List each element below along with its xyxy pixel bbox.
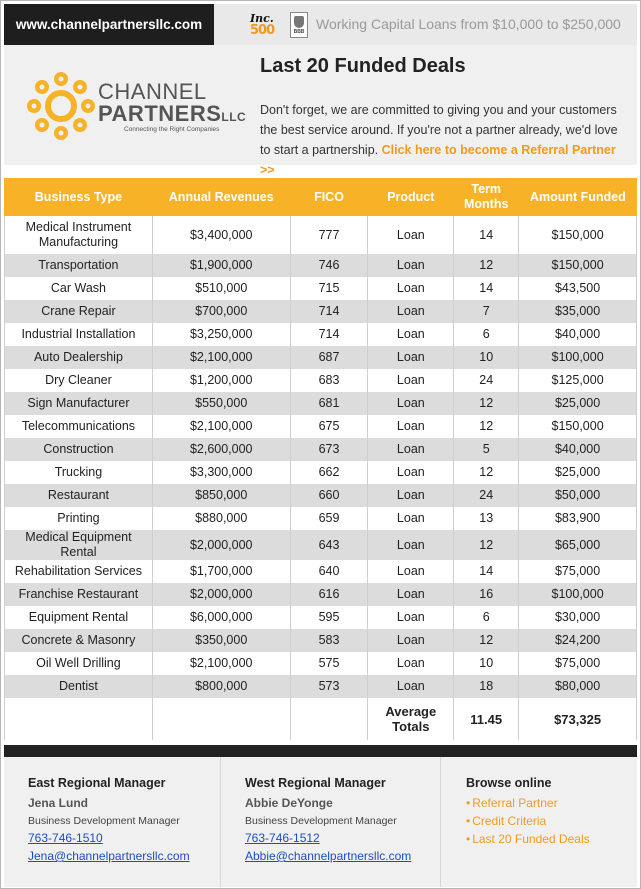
business-type-cell: Car Wash xyxy=(5,277,153,300)
channel-partners-logo xyxy=(26,71,247,141)
east-manager-role: Business Development Manager xyxy=(28,815,180,827)
term-cell: 14 xyxy=(454,560,519,583)
product-cell: Loan xyxy=(368,369,454,392)
term-cell: 10 xyxy=(454,652,519,675)
term-cell: 18 xyxy=(454,675,519,698)
business-type-cell: Dentist xyxy=(5,675,153,698)
term-cell: 24 xyxy=(454,369,519,392)
logo-word-partners xyxy=(98,101,246,127)
table-row xyxy=(5,629,637,652)
fico-cell: 662 xyxy=(290,461,368,484)
amount-funded-cell: $150,000 xyxy=(519,415,637,438)
browse-link-label: Referral Partner xyxy=(472,796,558,810)
annual-revenue-cell: $6,000,000 xyxy=(152,606,290,629)
term-cell: 12 xyxy=(454,415,519,438)
term-cell: 10 xyxy=(454,346,519,369)
deal-rows xyxy=(5,216,637,698)
amount-funded-cell: $35,000 xyxy=(519,300,637,323)
term-cell: 5 xyxy=(454,438,519,461)
annual-revenue-cell: $550,000 xyxy=(152,392,290,415)
bbb-logo-text: BBB xyxy=(293,28,305,35)
fico-cell: 643 xyxy=(290,530,368,560)
amount-funded-cell: $150,000 xyxy=(519,254,637,277)
product-cell: Loan xyxy=(368,323,454,346)
amount-funded-cell: $50,000 xyxy=(519,484,637,507)
term-cell: 12 xyxy=(454,392,519,415)
table-row xyxy=(5,254,637,277)
product-cell: Loan xyxy=(368,530,454,560)
table-row xyxy=(5,392,637,415)
amount-funded-cell: $24,200 xyxy=(519,629,637,652)
annual-revenue-cell: $3,300,000 xyxy=(152,461,290,484)
header-business-type: Business Type xyxy=(5,178,153,216)
table-row xyxy=(5,560,637,583)
fico-cell: 675 xyxy=(290,415,368,438)
annual-revenue-cell: $2,100,000 xyxy=(152,652,290,675)
annual-revenue-cell: $2,000,000 xyxy=(152,530,290,560)
amount-funded-cell: $40,000 xyxy=(519,438,637,461)
product-cell: Loan xyxy=(368,606,454,629)
annual-revenue-cell: $1,200,000 xyxy=(152,369,290,392)
east-manager-name: Jena Lund xyxy=(28,796,89,810)
fico-cell: 595 xyxy=(290,606,368,629)
totals-row xyxy=(5,698,637,740)
business-type-cell: Dry Cleaner xyxy=(5,369,153,392)
amount-funded-cell: $40,000 xyxy=(519,323,637,346)
west-manager-phone-link[interactable]: 763-746-1512 xyxy=(245,831,320,845)
fico-cell: 714 xyxy=(290,300,368,323)
amount-funded-cell: $75,000 xyxy=(519,652,637,675)
amount-funded-cell: $65,000 xyxy=(519,530,637,560)
logo-word-partners-text: PARTNERS xyxy=(98,101,222,126)
table-row xyxy=(5,484,637,507)
loan-range-tagline: Working Capital Loans from $10,000 to $250,000 xyxy=(316,16,621,32)
east-manager-phone-link[interactable]: 763-746-1510 xyxy=(28,831,103,845)
amount-funded-cell: $30,000 xyxy=(519,606,637,629)
business-type-cell: Medical Equipment Rental xyxy=(5,530,153,560)
west-manager-role: Business Development Manager xyxy=(245,815,397,827)
bullet-icon: • xyxy=(466,832,471,846)
west-manager-heading: West Regional Manager xyxy=(245,776,386,790)
annual-revenue-cell: $2,100,000 xyxy=(152,346,290,369)
annual-revenue-cell: $2,100,000 xyxy=(152,415,290,438)
page-title: Last 20 Funded Deals xyxy=(260,55,466,77)
term-cell: 12 xyxy=(454,629,519,652)
totals-label: Average Totals xyxy=(368,698,454,740)
term-cell: 6 xyxy=(454,323,519,346)
inc500-logo-word: Inc. xyxy=(250,12,274,25)
annual-revenue-cell: $2,000,000 xyxy=(152,583,290,606)
fico-cell: 583 xyxy=(290,629,368,652)
business-type-cell: Franchise Restaurant xyxy=(5,583,153,606)
top-bar xyxy=(4,4,637,45)
table-row xyxy=(5,369,637,392)
bbb-torch-icon xyxy=(294,16,304,28)
amount-funded-cell: $83,900 xyxy=(519,507,637,530)
east-manager-email-link[interactable]: Jena@channelpartnersllc.com xyxy=(28,849,190,863)
amount-funded-cell: $75,000 xyxy=(519,560,637,583)
table-row xyxy=(5,438,637,461)
business-type-cell: Construction xyxy=(5,438,153,461)
intro-paragraph xyxy=(260,100,630,180)
annual-revenue-cell: $700,000 xyxy=(152,300,290,323)
business-type-cell: Trucking xyxy=(5,461,153,484)
bullet-icon: • xyxy=(466,814,471,828)
business-type-cell: Restaurant xyxy=(5,484,153,507)
annual-revenue-cell: $1,900,000 xyxy=(152,254,290,277)
browse-link-referral-partner[interactable] xyxy=(466,796,637,810)
west-manager-email-link[interactable]: Abbie@channelpartnersllc.com xyxy=(245,849,412,863)
product-cell: Loan xyxy=(368,216,454,254)
product-cell: Loan xyxy=(368,254,454,277)
annual-revenue-cell: $880,000 xyxy=(152,507,290,530)
business-type-cell: Rehabilitation Services xyxy=(5,560,153,583)
product-cell: Loan xyxy=(368,484,454,507)
inc500-logo-number: 500 xyxy=(250,23,275,38)
amount-funded-cell: $125,000 xyxy=(519,369,637,392)
totals-empty-cell xyxy=(290,698,368,740)
fico-cell: 640 xyxy=(290,560,368,583)
annual-revenue-cell: $3,250,000 xyxy=(152,323,290,346)
fico-cell: 777 xyxy=(290,216,368,254)
fico-cell: 746 xyxy=(290,254,368,277)
east-manager-contact xyxy=(4,757,221,887)
annual-revenue-cell: $350,000 xyxy=(152,629,290,652)
west-manager-contact xyxy=(221,757,441,887)
product-cell: Loan xyxy=(368,461,454,484)
table-row xyxy=(5,583,637,606)
product-cell: Loan xyxy=(368,415,454,438)
fico-cell: 673 xyxy=(290,438,368,461)
table-row xyxy=(5,675,637,698)
term-cell: 13 xyxy=(454,507,519,530)
table-row xyxy=(5,415,637,438)
header-fico: FICO xyxy=(290,178,368,216)
product-cell: Loan xyxy=(368,277,454,300)
term-cell: 24 xyxy=(454,484,519,507)
term-cell: 12 xyxy=(454,530,519,560)
gear-cluster-icon xyxy=(26,71,96,141)
browse-link-funded-deals[interactable] xyxy=(466,832,637,846)
table-row xyxy=(5,530,637,560)
business-type-cell: Telecommunications xyxy=(5,415,153,438)
fico-cell: 715 xyxy=(290,277,368,300)
logo-slogan: Connecting the Right Companies xyxy=(124,126,220,133)
amount-funded-cell: $43,500 xyxy=(519,277,637,300)
table-row xyxy=(5,652,637,675)
term-cell: 12 xyxy=(454,461,519,484)
business-type-cell: Auto Dealership xyxy=(5,346,153,369)
term-cell: 12 xyxy=(454,254,519,277)
west-manager-name: Abbie DeYonge xyxy=(245,796,333,810)
totals-amount: $73,325 xyxy=(519,698,637,740)
table-row xyxy=(5,300,637,323)
business-type-cell: Crane Repair xyxy=(5,300,153,323)
amount-funded-cell: $100,000 xyxy=(519,583,637,606)
header xyxy=(4,45,637,177)
table-row xyxy=(5,277,637,300)
header-product: Product xyxy=(368,178,454,216)
term-cell: 7 xyxy=(454,300,519,323)
fico-cell: 714 xyxy=(290,323,368,346)
product-cell: Loan xyxy=(368,346,454,369)
amount-funded-cell: $100,000 xyxy=(519,346,637,369)
header-term-months: Term Months xyxy=(454,178,519,216)
product-cell: Loan xyxy=(368,629,454,652)
fico-cell: 659 xyxy=(290,507,368,530)
term-cell: 14 xyxy=(454,216,519,254)
browse-link-label: Credit Criteria xyxy=(472,814,547,828)
logo-llc: LLC xyxy=(221,110,247,124)
annual-revenue-cell: $2,600,000 xyxy=(152,438,290,461)
funded-deals-table xyxy=(4,178,637,740)
product-cell: Loan xyxy=(368,438,454,461)
term-cell: 14 xyxy=(454,277,519,300)
product-cell: Loan xyxy=(368,675,454,698)
business-type-cell: Equipment Rental xyxy=(5,606,153,629)
browse-link-credit-criteria[interactable] xyxy=(466,814,637,828)
table-row xyxy=(5,323,637,346)
product-cell: Loan xyxy=(368,507,454,530)
totals-empty-cell xyxy=(152,698,290,740)
browse-online-links xyxy=(441,757,637,887)
fico-cell: 575 xyxy=(290,652,368,675)
annual-revenue-cell: $510,000 xyxy=(152,277,290,300)
bbb-logo xyxy=(290,12,308,38)
header-amount-funded: Amount Funded xyxy=(519,178,637,216)
product-cell: Loan xyxy=(368,560,454,583)
product-cell: Loan xyxy=(368,392,454,415)
table-header-row xyxy=(5,178,637,216)
product-cell: Loan xyxy=(368,300,454,323)
business-type-cell: Concrete & Masonry xyxy=(5,629,153,652)
totals-term: 11.45 xyxy=(454,698,519,740)
fico-cell: 616 xyxy=(290,583,368,606)
totals-empty-cell xyxy=(5,698,153,740)
east-manager-heading: East Regional Manager xyxy=(28,776,166,790)
term-cell: 16 xyxy=(454,583,519,606)
amount-funded-cell: $80,000 xyxy=(519,675,637,698)
table-row xyxy=(5,507,637,530)
annual-revenue-cell: $3,400,000 xyxy=(152,216,290,254)
table-row xyxy=(5,346,637,369)
site-url-link[interactable]: www.channelpartnersllc.com xyxy=(4,4,214,45)
amount-funded-cell: $150,000 xyxy=(519,216,637,254)
business-type-cell: Medical Instrument Manufacturing xyxy=(5,216,153,254)
fico-cell: 660 xyxy=(290,484,368,507)
intro-text: Don't forget, we are committed to giving you and your customers the best service around. If you're not a partner already, we'd love to start a partnership. xyxy=(260,103,618,157)
table-row xyxy=(5,606,637,629)
header-annual-revenues: Annual Revenues xyxy=(152,178,290,216)
term-cell: 6 xyxy=(454,606,519,629)
annual-revenue-cell: $1,700,000 xyxy=(152,560,290,583)
browse-link-label: Last 20 Funded Deals xyxy=(472,832,590,846)
fico-cell: 683 xyxy=(290,369,368,392)
annual-revenue-cell: $850,000 xyxy=(152,484,290,507)
product-cell: Loan xyxy=(368,583,454,606)
business-type-cell: Sign Manufacturer xyxy=(5,392,153,415)
annual-revenue-cell: $800,000 xyxy=(152,675,290,698)
business-type-cell: Industrial Installation xyxy=(5,323,153,346)
business-type-cell: Printing xyxy=(5,507,153,530)
amount-funded-cell: $25,000 xyxy=(519,461,637,484)
inc500-logo xyxy=(250,13,278,37)
table-row xyxy=(5,216,637,254)
become-referral-partner-link[interactable]: Click here to become a Referral Partner >> xyxy=(260,143,616,177)
footer xyxy=(4,757,637,887)
fico-cell: 681 xyxy=(290,392,368,415)
footer-divider-bar xyxy=(4,745,637,757)
product-cell: Loan xyxy=(368,652,454,675)
logo-word-channel: CHANNEL xyxy=(98,79,207,104)
table-row xyxy=(5,461,637,484)
fico-cell: 687 xyxy=(290,346,368,369)
amount-funded-cell: $25,000 xyxy=(519,392,637,415)
fico-cell: 573 xyxy=(290,675,368,698)
browse-online-heading: Browse online xyxy=(466,776,552,790)
business-type-cell: Oil Well Drilling xyxy=(5,652,153,675)
bullet-icon: • xyxy=(466,796,471,810)
business-type-cell: Transportation xyxy=(5,254,153,277)
